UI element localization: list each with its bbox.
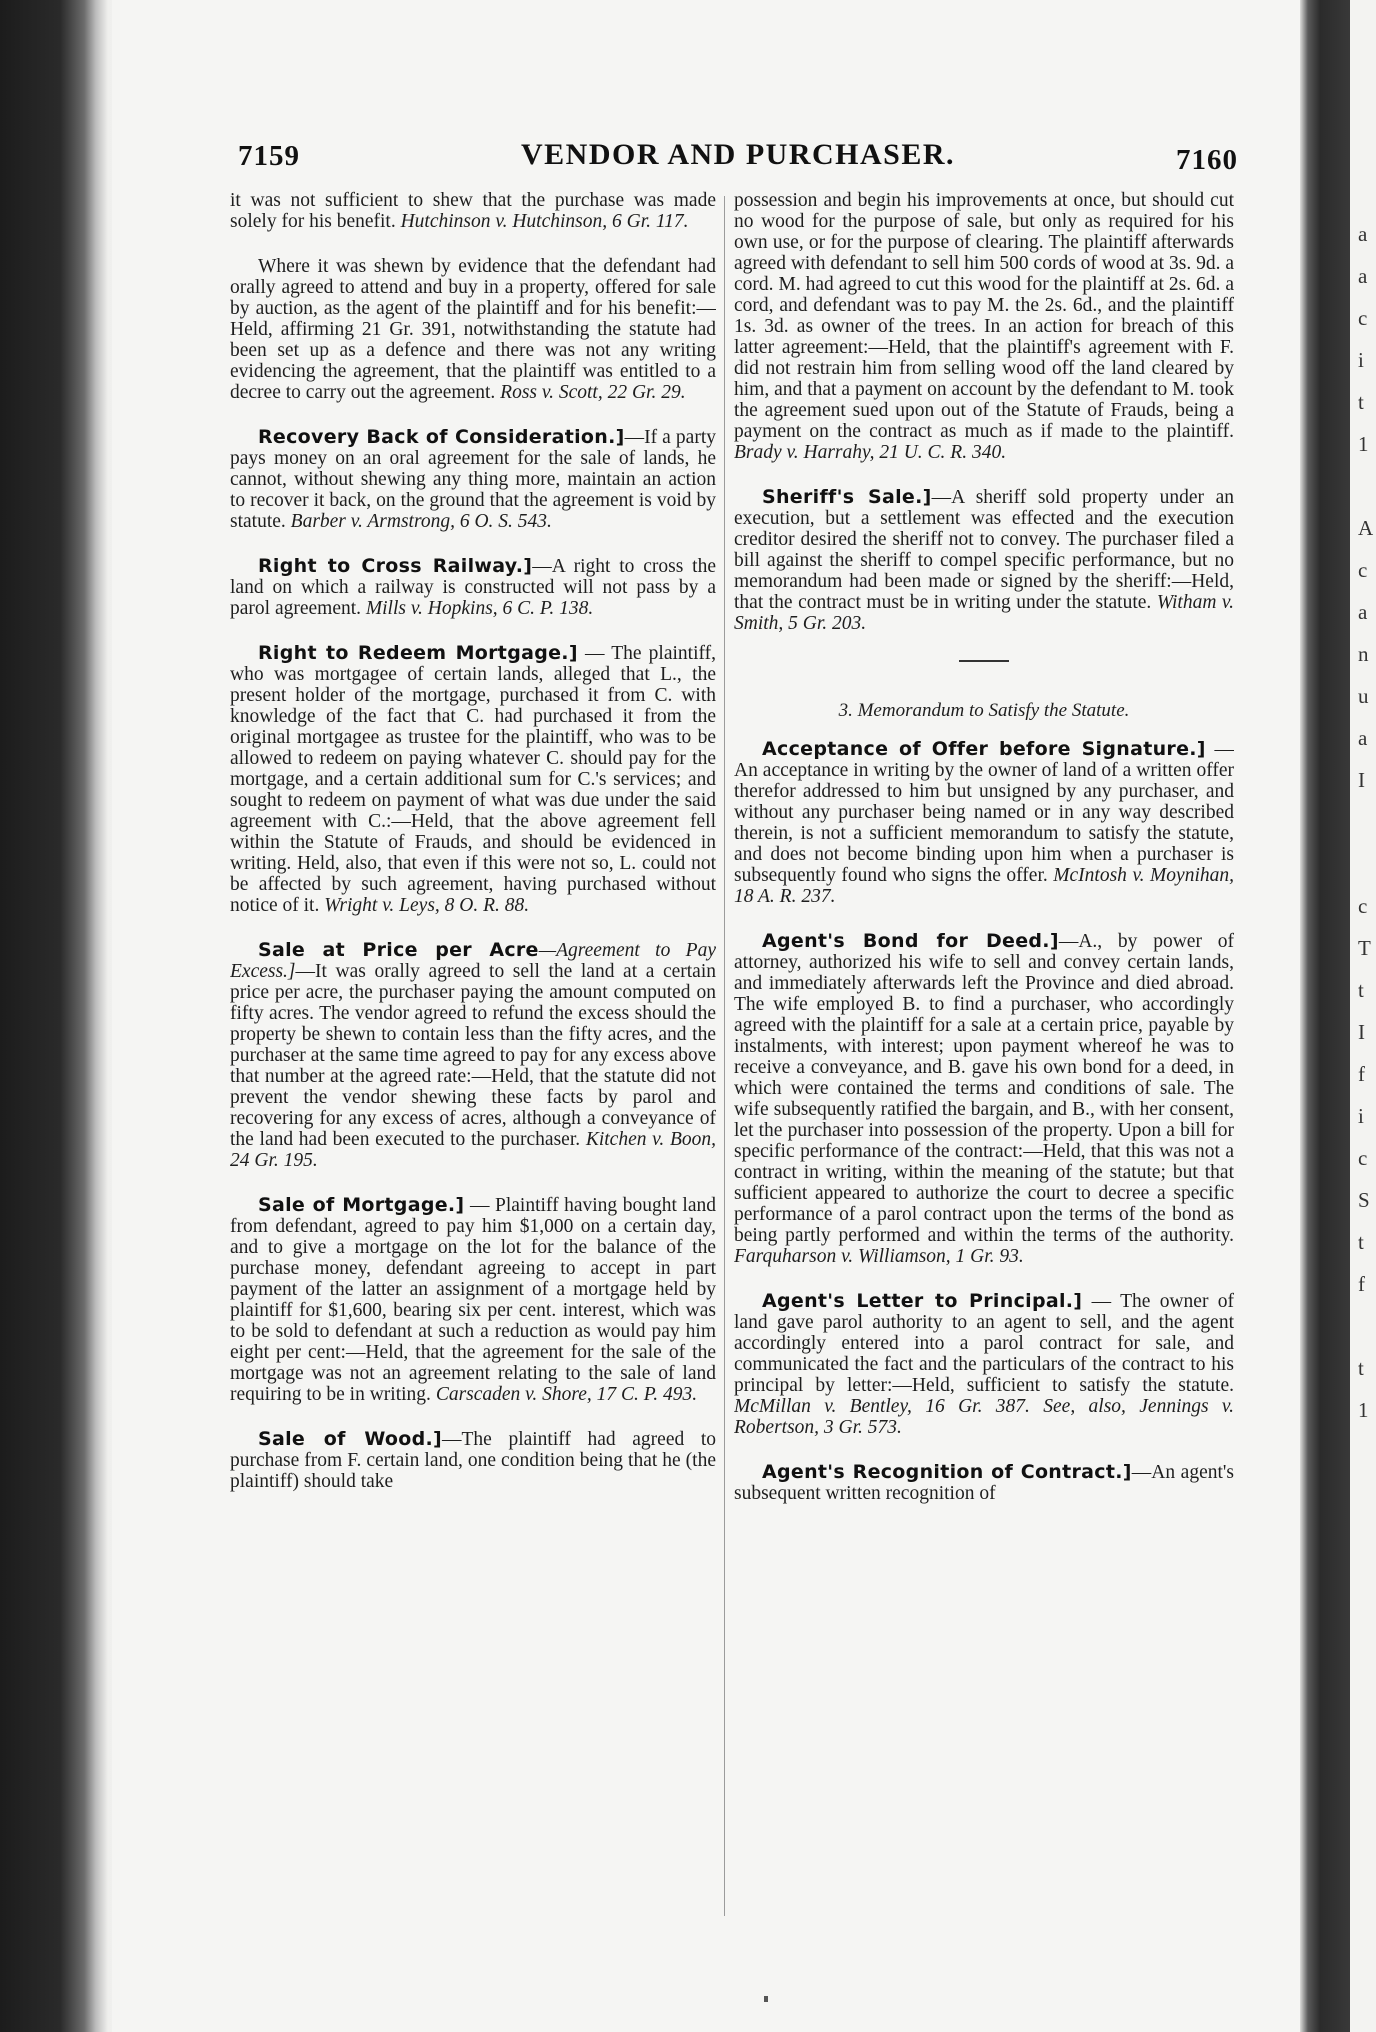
entry-heading: Sale at Price per Acre <box>258 939 539 961</box>
case-citation: Witham v. Smith, 5 Gr. 203. <box>734 592 1234 634</box>
paragraph: Right to Cross Railway.]—A right to cross the land on which a railway is constructed will not pass by a parol agreement. Mills v. Hopkins, 6 C. P. 138. <box>230 555 716 619</box>
paragraph: Recovery Back of Consideration.]—If a party pays money on an oral agreement for the sale of lands, he cannot, without shewing any thing more, maintain an action to recover it back, on the ground that the agreement is void by statute. Barber v. Armstrong, 6 O. S. 543. <box>230 426 716 532</box>
next-page-fragment: c <box>1358 894 1368 918</box>
paragraph: Agent's Letter to Principal.] — The owner of land gave parol authority to an agent to sell, and the agent accordingly entered into a parol contract for sale, and communicated the fact and the particulars of the contract to his principal by letter:—Held, sufficient to satisfy the statute. McMillan v. Bentley, 16 Gr. 387. See, also, Jennings v. Robertson, 3 Gr. 573. <box>734 1290 1234 1438</box>
next-page-fragment: t <box>1358 390 1364 414</box>
page-number-left: 7159 <box>238 140 300 172</box>
entry-subheading: —Agreement to Pay Excess.] <box>230 940 716 982</box>
next-page-fragment: I <box>1358 768 1365 792</box>
next-page-fragment: t <box>1358 1356 1364 1380</box>
next-page-fragment: f <box>1358 1062 1365 1086</box>
next-page-fragment: a <box>1358 600 1368 624</box>
entry-heading: Right to Redeem Mortgage.] <box>258 642 578 664</box>
left-column <box>230 190 716 1915</box>
entry-heading: Sale of Wood.] <box>258 1428 443 1450</box>
section-title: 3. Memorandum to Satisfy the Statute. <box>838 700 1130 721</box>
entry-heading: Recovery Back of Consideration.] <box>258 426 625 448</box>
paragraph: Agent's Recognition of Contract.]—An agent's subsequent written recognition of <box>734 1461 1234 1504</box>
next-page-fragment: a <box>1358 222 1368 246</box>
next-page-fragment: I <box>1358 1020 1365 1044</box>
paragraph: Acceptance of Offer before Signature.] — An acceptance in writing by the owner of land of a written offer therefor addressed to him but unsigned by any purchaser, and without any purchaser being named or in any way described therein, is not a sufficient memorandum to satisfy the statute, and does not become binding upon him when a purchaser is subsequently found who signs the offer. McIntosh v. Moynihan, 18 A. R. 237. <box>734 738 1234 907</box>
paragraph: Sheriff's Sale.]—A sheriff sold property under an execution, but a settlement was effected and the execution creditor desired the sheriff not to convey. The purchaser filed a bill against the sheriff to compel specific performance, but no memorandum had been made or signed by the sheriff:—Held, that the contract must be in writing under the statute. Witham v. Smith, 5 Gr. 203. <box>734 486 1234 634</box>
next-page-fragment: c <box>1358 1146 1368 1170</box>
entry-heading: Acceptance of Offer before Signature.] <box>762 738 1206 760</box>
next-page-fragment: 1 <box>1358 1398 1369 1422</box>
next-page-fragment: f <box>1358 1272 1365 1296</box>
paragraph: Agent's Bond for Deed.]—A., by power of attorney, authorized his wife to sell and convey certain lands, and immediately afterwards left the Province and died abroad. The wife employed B. to find a purchaser, who accordingly agreed with the plaintiff for a sale at a certain price, payable by instalments, with interest; upon payment whereof he was to receive a conveyance, and B. gave his own bond for a deed, in which were contained the terms and conditions of sale. The wife subsequently ratified the bargain, and B., with her consent, let the purchaser into possession of the property. Upon a bill for specific performance of the contract:—Held, that this was not a contract in writing, within the meaning of the statute; but that sufficient appeared to authorize the court to decree a specific performance of a parol contract upon the terms of the bond as being partly performed and within the terms of the authority. Farquharson v. Williamson, 1 Gr. 93. <box>734 930 1234 1267</box>
right-column <box>734 190 1234 1915</box>
page-title: VENDOR AND PURCHASER. <box>520 138 956 171</box>
case-citation: Barber v. Armstrong, 6 O. S. 543. <box>290 511 552 532</box>
paragraph: Sale at Price per Acre—Agreement to Pay Excess.]—It was orally agreed to sell the land at a certain price per acre, the purchaser paying the amount computed on fifty acres. The vendor agreed to refund the excess should the property be shewn to contain less than the fifty acres, and the purchaser at the same time agreed to pay for any excess above that number at the agreed rate:—Held, that the statute did not prevent the vendor shewing these facts by parol and recovering for any excess of acres, although a conveyance of the land had been executed to the purchaser. Kitchen v. Boon, 24 Gr. 195. <box>230 939 716 1171</box>
column-divider <box>724 196 725 1916</box>
next-page-fragment: i <box>1358 1104 1364 1128</box>
case-citation: Brady v. Harrahy, 21 U. C. R. 340. <box>734 442 1007 463</box>
next-page-fragment: T <box>1358 936 1371 960</box>
section-separator <box>959 660 1009 662</box>
next-page-fragment: a <box>1358 264 1368 288</box>
case-citation: Wright v. Leys, 8 O. R. 88. <box>324 895 530 916</box>
paragraph: Where it was shewn by evidence that the defendant had orally agreed to attend and buy in a property, offered for sale by auction, as the agent of the plaintiff and for his benefit:—Held, affirming 21 Gr. 391, notwithstanding the statute had been set up as a defence and there was not any writing evidencing the agreement, that the plaintiff was entitled to a decree to carry out the agreement. Ross v. Scott, 22 Gr. 29. <box>230 256 716 403</box>
scan-speck <box>764 1996 768 2002</box>
next-page-fragment: S <box>1358 1188 1370 1212</box>
case-citation: Hutchinson v. Hutchinson, 6 Gr. 117. <box>400 211 689 232</box>
entry-heading: Sale of Mortgage.] <box>258 1194 465 1216</box>
next-page-fragment: a <box>1358 726 1368 750</box>
entry-heading: Agent's Bond for Deed.] <box>762 930 1059 952</box>
paragraph: Right to Redeem Mortgage.] — The plaintiff, who was mortgagee of certain lands, alleged that L., the present holder of the mortgage, purchased it from C. with knowledge of the fact that C. had purchased it from the original mortgagee as trustee for the plaintiff, who was to be allowed to redeem on paying whatever C. should pay for the mortgage, and a certain additional sum for C.'s services; and sought to redeem on payment of what was due under the said agreement with C.:—Held, that the above agreement fell within the Statute of Frauds, and should be evidenced in writing. Held, also, that even if this were not so, L. could not be affected by such agreement, having purchased without notice of it. Wright v. Leys, 8 O. R. 88. <box>230 642 716 916</box>
case-citation: Kitchen v. Boon, 24 Gr. 195. <box>230 1129 716 1171</box>
case-citation: McMillan v. Bentley, 16 Gr. 387. See, also, Jennings v. Robertson, 3 Gr. 573. <box>734 1396 1234 1438</box>
next-page-fragment: n <box>1358 642 1369 666</box>
next-page-fragment: A <box>1358 516 1374 540</box>
case-citation: Farquharson v. Williamson, 1 Gr. 93. <box>734 1246 1024 1267</box>
entry-heading: Right to Cross Railway.] <box>258 555 533 577</box>
next-page-fragment: u <box>1358 684 1369 708</box>
case-citation: McIntosh v. Moynihan, 18 A. R. 237. <box>734 865 1234 907</box>
next-page-fragment: c <box>1358 306 1368 330</box>
next-page-fragment: c <box>1358 558 1368 582</box>
next-page-fragment: 1 <box>1358 432 1369 456</box>
entry-heading: Agent's Recognition of Contract.] <box>762 1461 1132 1483</box>
paragraph: Sale of Wood.]—The plaintiff had agreed to purchase from F. certain land, one condition being that he (the plaintiff) should take <box>230 1428 716 1492</box>
paragraph: possession and begin his improvements at once, but should cut no wood for the purpose of sale, but only as required for his own use, or for the purpose of clearing. The plaintiff afterwards agreed with defendant to sell him 500 cords of wood at 3s. 9d. a cord. M. had agreed to cut this wood for the plaintiff at 2s. 6d. a cord, and defendant was to pay M. the 2s. 6d., and the plaintiff 1s. 3d. as owner of the trees. In an action for breach of this latter agreement:—Held, that the plaintiff's agreement with F. did not restrain him from selling wood off the land cleared by him, and that a payment on account by the defendant to M. took the agreement sued upon out of the Statute of Frauds, being a payment on the contract as much as if made to the plaintiff. Brady v. Harrahy, 21 U. C. R. 340. <box>734 190 1234 463</box>
case-citation: Mills v. Hopkins, 6 C. P. 138. <box>365 598 594 619</box>
paragraph: Sale of Mortgage.] — Plaintiff having bought land from defendant, agreed to pay him $1,000 on a certain day, and to give a mortgage on the lot for the balance of the purchase money, defendant agreeing to accept in part payment of the latter an assignment of a mortgage held by plaintiff for $1,600, bearing six per cent. interest, which was to be sold to defendant at such a reduction as would pay him eight per cent:—Held, that the agreement for the sale of the mortgage was not an agreement relating to the sale of land requiring to be in writing. Carscaden v. Shore, 17 C. P. 493. <box>230 1194 716 1405</box>
entry-heading: Agent's Letter to Principal.] <box>762 1290 1083 1312</box>
next-page-edge <box>1350 0 1376 2032</box>
next-page-fragment: t <box>1358 978 1364 1002</box>
case-citation: Carscaden v. Shore, 17 C. P. 493. <box>435 1384 698 1405</box>
paragraph: it was not sufficient to shew that the purchase was made solely for his benefit. Hutchinson v. Hutchinson, 6 Gr. 117. <box>230 190 716 232</box>
entry-heading: Sheriff's Sale.] <box>762 486 932 508</box>
page-number-right: 7160 <box>1176 144 1238 176</box>
next-page-fragment: t <box>1358 1230 1364 1254</box>
case-citation: Ross v. Scott, 22 Gr. 29. <box>500 382 686 403</box>
running-header <box>238 134 1238 184</box>
next-page-fragment: i <box>1358 348 1364 372</box>
